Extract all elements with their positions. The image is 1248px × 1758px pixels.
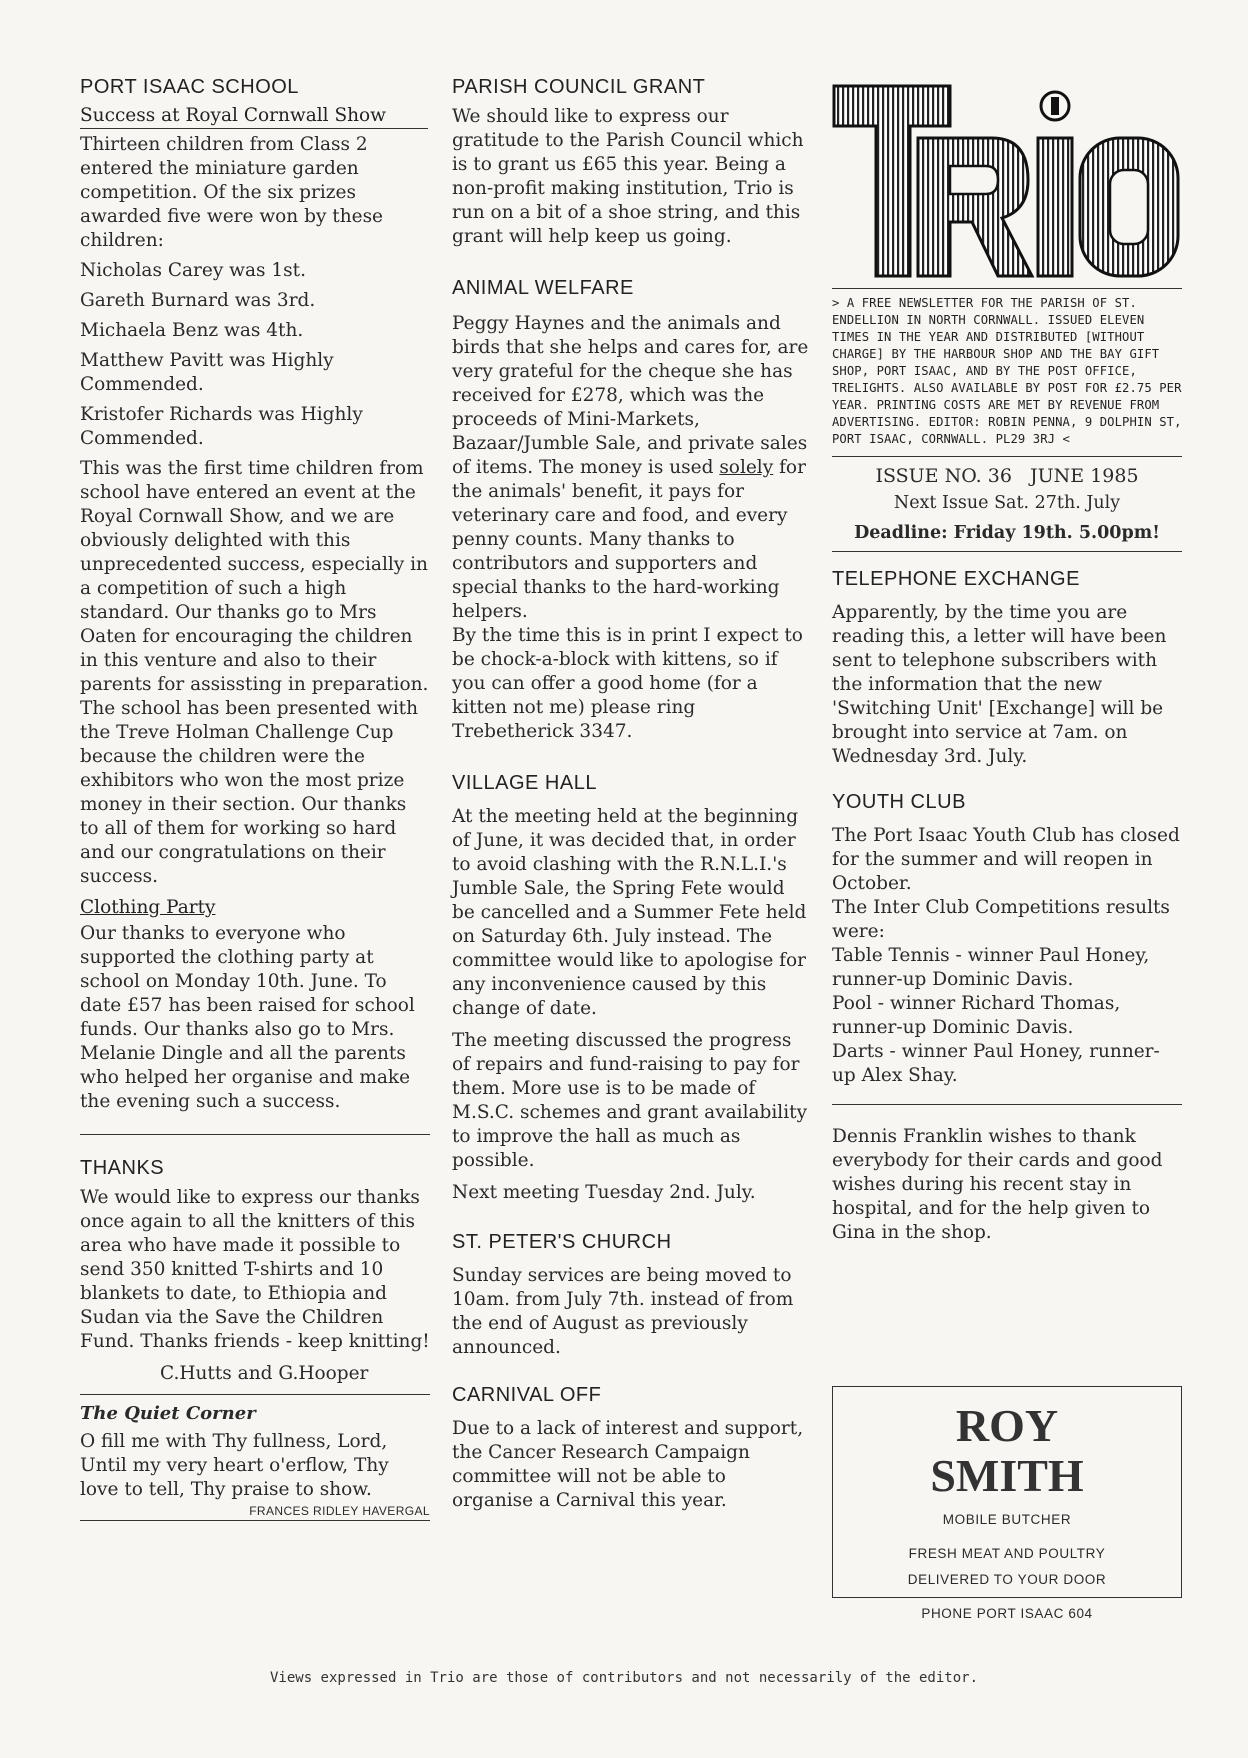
- ad-offer: FRESH MEAT AND POULTRY: [908, 1546, 1106, 1561]
- youth-result: Table Tennis - winner Paul Honey, runner-up Dominic Davis.: [832, 945, 1150, 990]
- winner-item: Nicholas Carey was 1st.: [80, 260, 306, 281]
- telephone-body: Apparently, by the time you are reading this, a letter will have been sent to telephone subscribers with the information that the new 'Switching Unit' [Exchange] will be brought into service at 7am. on Wednesday 3rd. July.: [832, 602, 1167, 767]
- column-right: [832, 76, 1182, 1253]
- animal-body-emphasis: solely: [719, 457, 774, 478]
- roy-smith-ad: [832, 1386, 1182, 1621]
- animal-body-part1: Peggy Haynes and the animals and birds that she helps and cares for, are very grateful for the cheque she has received for £278, which was the proceeds of Mini-Markets, Bazaar/Jumble Sale, and private sales of items. The money is used: [452, 313, 809, 478]
- deadline: Deadline: Friday 19th. 5.00pm!: [832, 523, 1182, 552]
- telephone-article: [832, 568, 1182, 769]
- youth-result: Darts - winner Paul Honey, runner-up Alex Shay.: [832, 1041, 1160, 1086]
- church-heading: ST. PETER'S CHURCH: [452, 1231, 672, 1253]
- issue-number: ISSUE NO. 36 JUNE 1985: [875, 465, 1139, 487]
- telephone-heading: TELEPHONE EXCHANGE: [832, 568, 1080, 590]
- divider: [832, 1104, 1182, 1105]
- quiet-corner: [80, 1403, 430, 1521]
- winner-item: Michaela Benz was 4th.: [80, 320, 304, 341]
- winner-item: Kristofer Richards was Highly Commended.: [80, 404, 363, 449]
- divider: [80, 1394, 430, 1395]
- youth-article: [832, 791, 1182, 1088]
- animal-body-kittens: By the time this is in print I expect to be chock-a-block with kittens, so if you can offer a good home (for a kitten not me) please ring Trebetherick 3347.: [452, 625, 803, 742]
- carnival-article: [452, 1384, 812, 1513]
- ad-tagline: MOBILE BUTCHER: [942, 1512, 1072, 1527]
- thanks-body: We would like to express our thanks once again to all the knitters of this area who have made it possible to send 350 knitted T-shirts and 10 blankets to date, to Ethiopia and Sudan via the Save the Children Fund. Thanks friends - keep knitting!: [80, 1187, 430, 1352]
- church-body: Sunday services are being moved to 10am. from July 7th. instead of from the end of August as previously announced.: [452, 1265, 794, 1358]
- youth-body: The Port Isaac Youth Club has closed for the summer and will reopen in October.: [832, 825, 1180, 894]
- column-middle: [452, 76, 812, 1521]
- next-issue: Next Issue Sat. 27th. July: [893, 493, 1121, 513]
- grant-heading: PARISH COUNCIL GRANT: [452, 76, 706, 98]
- youth-results-intro: The Inter Club Competitions results were:: [832, 897, 1170, 942]
- column-left: [80, 76, 430, 1521]
- hall-body-progress: The meeting discussed the progress of repairs and fund-raising to pay for them. More use is to be made of M.S.C. schemes and grant availability to improve the hall as much as possible.: [452, 1030, 808, 1171]
- masthead: [832, 76, 1182, 286]
- animal-body: [452, 312, 812, 624]
- carnival-body: Due to a lack of interest and support, the Cancer Research Campaign committee will not be able to organise a Carnival this year.: [452, 1418, 804, 1511]
- animal-body-part2: for the animals' benefit, it pays for veterinary care and food, and every penny counts. Many thanks to contributors and supporters and special thanks to the hard-working helpers.: [452, 457, 806, 622]
- ad-offer: DELIVERED TO YOUR DOOR: [907, 1572, 1107, 1587]
- winner-item: Gareth Burnard was 3rd.: [80, 290, 316, 311]
- quiet-corner-heading: The Quiet Corner: [80, 1403, 256, 1424]
- clothing-heading: Clothing Party: [80, 897, 216, 918]
- school-subheading: Success at Royal Cornwall Show: [80, 105, 428, 129]
- school-heading: PORT ISAAC SCHOOL: [80, 76, 299, 98]
- school-intro: Thirteen children from Class 2 entered the miniature garden competition. Of the six prizes awarded five were won by these children:: [80, 134, 384, 251]
- winner-item: Matthew Pavitt was Highly Commended.: [80, 350, 334, 395]
- carnival-heading: CARNIVAL OFF: [452, 1384, 602, 1406]
- trio-logo: [832, 80, 1182, 280]
- masthead-blurb: > A FREE NEWSLETTER FOR THE PARISH OF ST. ENDELLION IN NORTH CORNWALL. ISSUED ELEVEN TIMES IN THE YEAR AND DISTRIBUTED [WITHOUT CHARGE] BY THE HARBOUR SHOP AND THE BAY GIFT SHOP, PORT ISAAC, AND BY THE POST OFFICE, TRELIGHTS. ALSO AVAILABLE BY POST FOR £2.75 PER YEAR. PRINTING COSTS ARE MET BY REVENUE FROM ADVERTISING. EDITOR: ROBIN PENNA, 9 DOLPHIN ST, PORT ISAAC, CORNWALL. PL29 3RJ <: [832, 296, 1182, 446]
- dennis-notice: [832, 1125, 1182, 1245]
- dennis-body: Dennis Franklin wishes to thank everybody for their cards and good wishes during his recent stay in hospital, and for the help given to Gina in the shop.: [832, 1126, 1163, 1243]
- thanks-heading: THANKS: [80, 1157, 165, 1179]
- ad-name-line1: ROY: [955, 1400, 1059, 1451]
- animal-heading: ANIMAL WELFARE: [452, 277, 634, 299]
- hall-article: [452, 772, 812, 1205]
- thanks-article: [80, 1157, 430, 1386]
- youth-result: Pool - winner Richard Thomas, runner-up Dominic Davis.: [832, 993, 1121, 1038]
- ad-name-line2: SMITH: [930, 1450, 1084, 1501]
- school-body: This was the first time children from school have entered an event at the Royal Cornwall Show, and we are obviously delighted with this unprecedented success, especially in a competition of such a high standard. Our thanks go to Mrs Oaten for encouraging the children in this venture and also to their parents for assissting in preparation. The school has been presented with the Treve Holman Challenge Cup because the children were the exhibitors who won the most prize money in their section. Our thanks to all of them for working so hard and our congratulations on their success.: [80, 458, 429, 887]
- hall-next-meeting: Next meeting Tuesday 2nd. July.: [452, 1182, 756, 1203]
- quiet-corner-author: FRANCES RIDLEY HAVERGAL: [80, 1504, 430, 1521]
- grant-article: [452, 76, 812, 249]
- quiet-corner-verse: O fill me with Thy fullness, Lord, Until my very heart o'erflow, Thy love to tell, Thy praise to show.: [80, 1431, 389, 1500]
- hall-body: At the meeting held at the beginning of June, it was decided that, in order to avoid clashing with the R.N.L.I.'s Jumble Sale, the Spring Fete would be cancelled and a Summer Fete held on Saturday 6th. July instead. The committee would like to apologise for any inconvenience caused by this change of date.: [452, 806, 807, 1019]
- grant-body: We should like to express our gratitude to the Parish Council which is to grant us £65 this year. Being a non-profit making institution, Trio is run on a bit of a shoe string, and this grant will help keep us going.: [452, 106, 804, 247]
- divider: [832, 288, 1182, 289]
- school-article: [80, 76, 430, 1114]
- church-article: [452, 1231, 812, 1360]
- animal-article: [452, 277, 812, 744]
- clothing-body: Our thanks to everyone who supported the clothing party at school on Monday 10th. June. To date £57 has been raised for school funds. Our thanks also go to Mrs. Melanie Dingle and all the parents who helped her organise and make the evening such a success.: [80, 923, 415, 1112]
- footer-disclaimer: Views expressed in Trio are those of contributors and not necessarily of the editor.: [269, 1670, 978, 1686]
- youth-heading: YOUTH CLUB: [832, 791, 966, 813]
- divider: [832, 456, 1182, 457]
- thanks-signature: C.Hutts and G.Hooper: [160, 1363, 369, 1384]
- divider: [80, 1134, 430, 1135]
- ad-phone: PHONE PORT ISAAC 604: [921, 1606, 1093, 1621]
- hall-heading: VILLAGE HALL: [452, 772, 597, 794]
